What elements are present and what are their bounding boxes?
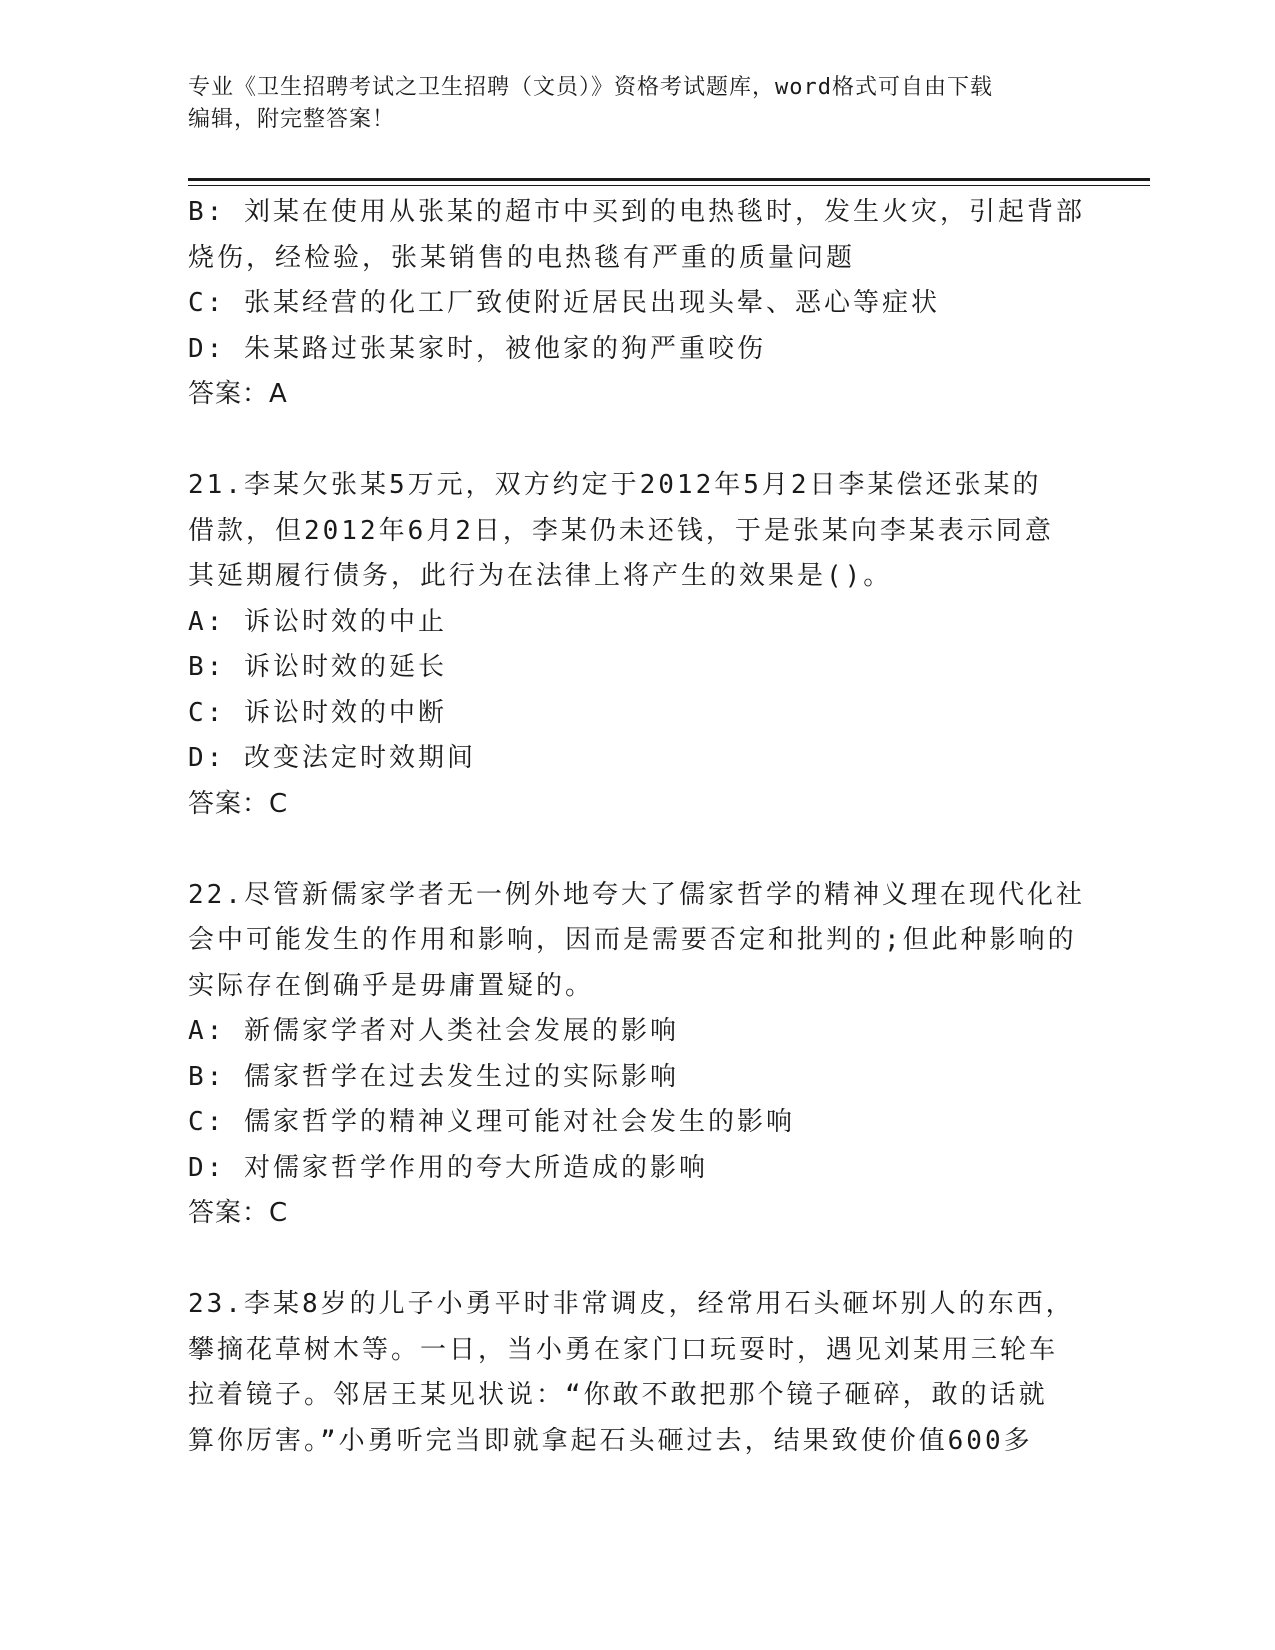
option-b: B: 诉讼时效的延长 (188, 652, 447, 682)
option-c: C: 儒家哲学的精神义理可能对社会发生的影响 (188, 1107, 795, 1137)
question-23 (188, 1282, 1088, 1464)
option-c: C: 张某经营的化工厂致使附近居民出现头晕、恶心等症状 (188, 288, 940, 318)
question-21 (188, 463, 1088, 827)
option-b: B: 儒家哲学在过去发生过的实际影响 (188, 1061, 679, 1092)
question-stem-line-1: 23.李某8岁的儿子小勇平时非常调皮，经常用石头砸坏别人的东西， (188, 1289, 1075, 1319)
header-rule-thick (188, 178, 1150, 181)
question-stem-line-1: 21.李某欠张某5万元，双方约定于2012年5月2日李某偿还张某的 (188, 470, 1042, 500)
question-stem-line-1: 22.尽管新儒家学者无一例外地夸大了儒家哲学的精神义理在现代化社 (188, 879, 1085, 910)
option-b-line-2: 烧伤，经检验，张某销售的电热毯有严重的质量问题 (188, 242, 856, 273)
option-d: D: 改变法定时效期间 (188, 743, 476, 773)
option-a: A: 诉讼时效的中止 (188, 606, 447, 637)
answer: 答案：C (188, 788, 289, 819)
question-stem-line-2: 攀摘花草树木等。一日，当小勇在家门口玩耍时，遇见刘某用三轮车 (188, 1334, 1059, 1365)
question-stem-line-4: 算你厉害。”小勇听完当即就拿起石头砸过去，结果致使价值600多 (188, 1425, 1033, 1456)
question-content (188, 190, 1088, 1464)
question-stem-line-2: 借款，但2012年6月2日，李某仍未还钱，于是张某向李某表示同意 (188, 515, 1054, 546)
option-b-line-1: B: 刘某在使用从张某的超市中买到的电热毯时，发生火灾，引起背部 (188, 197, 1085, 227)
answer: 答案：A (188, 379, 288, 409)
question-stem-line-2: 会中可能发生的作用和影响，因而是需要否定和批判的;但此种影响的 (188, 925, 1077, 955)
header-line-2: 编辑，附完整答案！ (188, 107, 396, 132)
spacer (188, 418, 1088, 464)
question-stem-line-3: 实际存在倒确乎是毋庸置疑的。 (188, 970, 595, 1001)
question-stem-line-3: 其延期履行债务，此行为在法律上将产生的效果是()。 (188, 561, 893, 591)
header-line-1: 专业《卫生招聘考试之卫生招聘（文员）》资格考试题库，word格式可自由下载 (188, 75, 993, 100)
spacer (188, 1237, 1088, 1283)
option-d: D: 朱某路过张某家时，被他家的狗严重咬伤 (188, 333, 766, 364)
option-a: A: 新儒家学者对人类社会发展的影响 (188, 1016, 679, 1046)
question-stem-line-3: 拉着镜子。邻居王某见状说：“你敢不敢把那个镜子砸碎，敢的话就 (188, 1380, 1048, 1410)
header-rule-thin (188, 185, 1150, 186)
option-c: C: 诉讼时效的中断 (188, 697, 447, 728)
answer: 答案：C (188, 1198, 289, 1228)
question-22 (188, 873, 1088, 1237)
page-header (188, 72, 1088, 136)
spacer (188, 827, 1088, 873)
option-d: D: 对儒家哲学作用的夸大所造成的影响 (188, 1152, 708, 1183)
question-20-tail (188, 190, 1088, 418)
